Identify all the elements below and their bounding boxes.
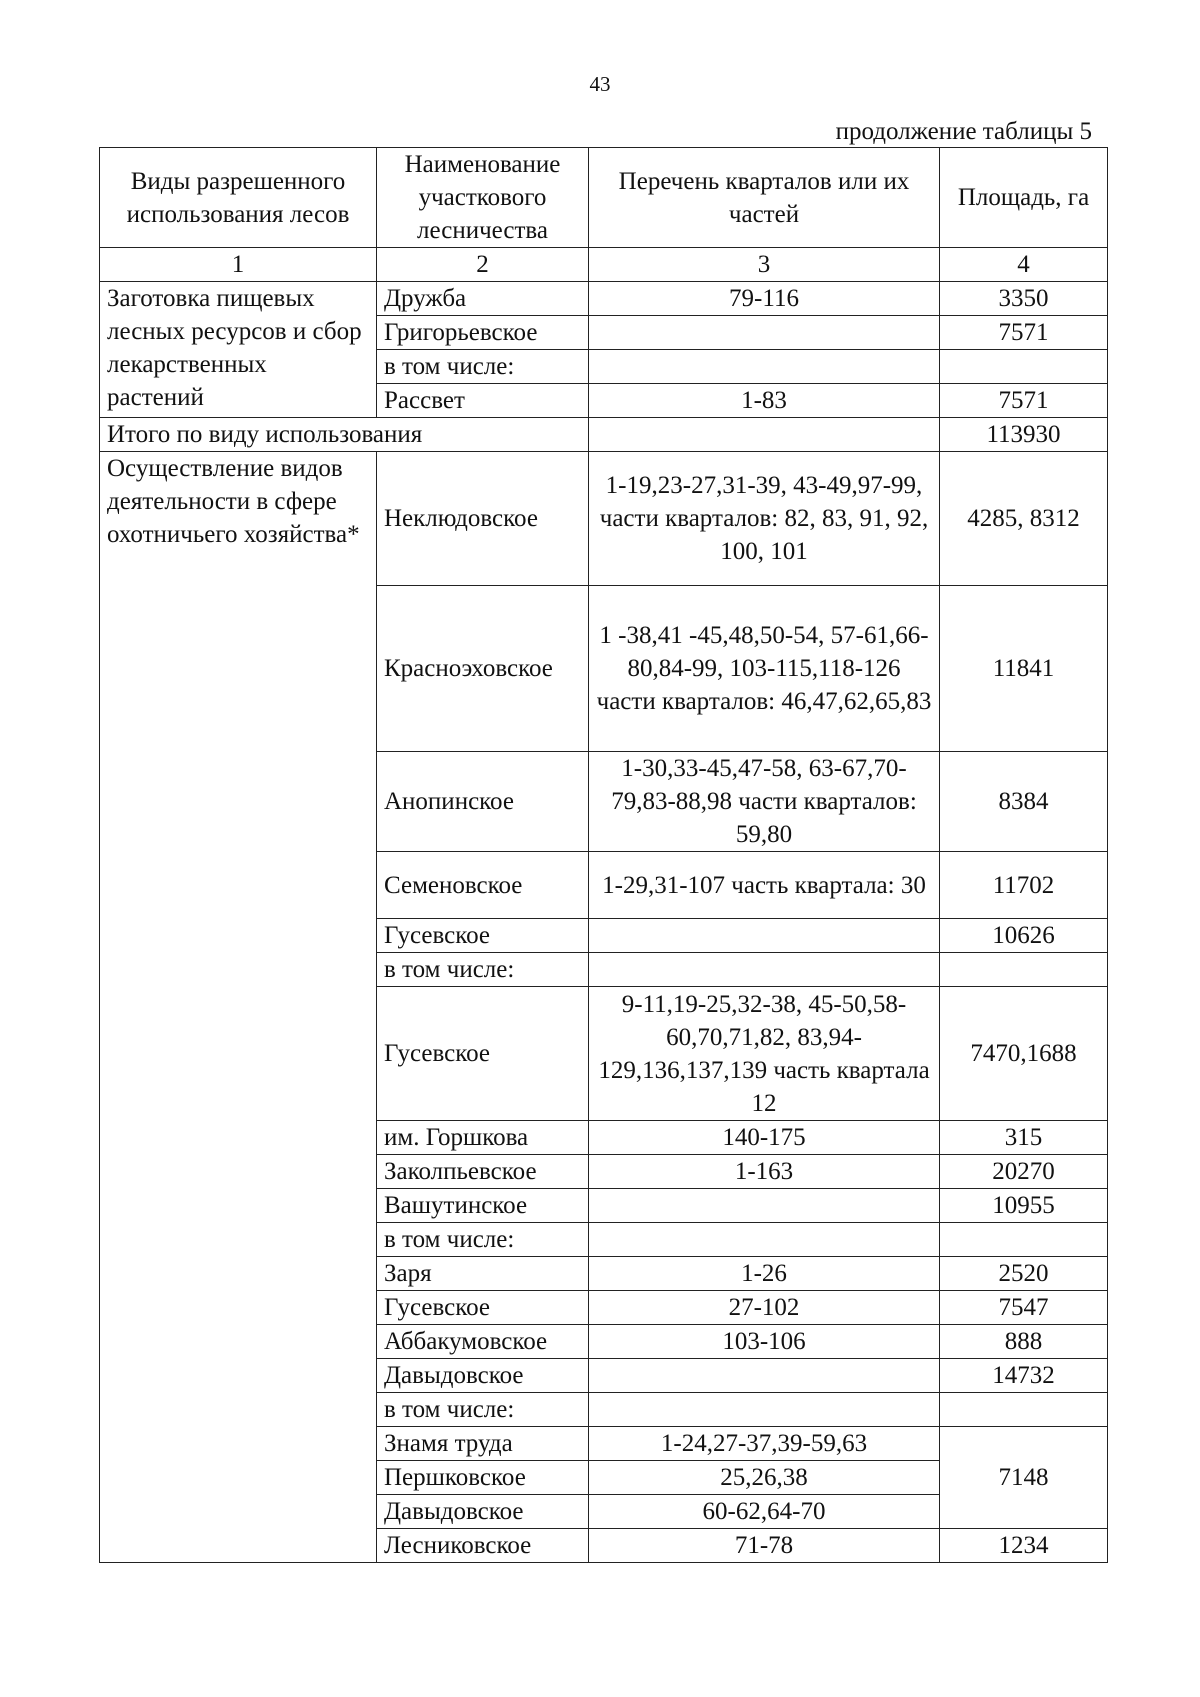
forestry-name: Анопинское [377,752,589,852]
quarters-cell: 71-78 [589,1529,940,1563]
column-number: 1 [100,248,377,282]
quarters-cell: 1-30,33-45,47-58, 63-67,70-79,83-88,98 части кварталов: 59,80 [589,752,940,852]
forestry-name: в том числе: [377,1393,589,1427]
forestry-name: Аббакумовское [377,1325,589,1359]
table-row [100,282,1108,316]
quarters-cell [589,350,940,384]
forestry-name: Вашутинское [377,1189,589,1223]
area-cell: 7571 [940,316,1108,350]
quarters-cell [589,1359,940,1393]
area-cell: 7547 [940,1291,1108,1325]
area-cell: 11841 [940,586,1108,752]
forestry-name: Неклюдовское [377,452,589,586]
use-type-cell: Заготовка пищевых лесных ресурсов и сбор лекарственных растений [100,282,377,418]
forestry-name: Гусевское [377,987,589,1121]
forestry-name: Заря [377,1257,589,1291]
area-cell: 14732 [940,1359,1108,1393]
quarters-cell: 1 -38,41 -45,48,50-54, 57-61,66-80,84-99, 103-115,118-126 части кварталов: 46,47,62,65,83 [589,586,940,752]
area-cell: 888 [940,1325,1108,1359]
forestry-name: им. Горшкова [377,1121,589,1155]
column-number-row [100,248,1108,282]
area-cell [940,953,1108,987]
area-cell: 8384 [940,752,1108,852]
forestry-name: Давыдовское [377,1495,589,1529]
forestry-name: Семеновское [377,852,589,919]
area-cell: 4285, 8312 [940,452,1108,586]
forestry-name: Гусевское [377,1291,589,1325]
header-cell: Площадь, га [940,148,1108,248]
forestry-name: Дружба [377,282,589,316]
area-cell [940,1393,1108,1427]
header-cell: Наименование участкового лесничества [377,148,589,248]
quarters-cell: 1-163 [589,1155,940,1189]
page-number: 43 [589,72,611,96]
forestry-name: Красноэховское [377,586,589,752]
header-cell: Перечень кварталов или их частей [589,148,940,248]
quarters-cell: 27-102 [589,1291,940,1325]
quarters-cell: 1-29,31-107 часть квартала: 30 [589,852,940,919]
area-cell: 1234 [940,1529,1108,1563]
total-row [100,418,1108,452]
table-caption: продолжение таблицы 5 [835,118,1092,145]
quarters-cell [589,1393,940,1427]
quarters-cell [589,919,940,953]
total-label: Итого по виду использования [100,418,589,452]
quarters-cell: 103-106 [589,1325,940,1359]
area-cell: 3350 [940,282,1108,316]
header-cell: Виды разрешенного использования лесов [100,148,377,248]
column-number: 3 [589,248,940,282]
forestry-name: в том числе: [377,350,589,384]
quarters-cell: 1-26 [589,1257,940,1291]
forestry-name: Заколпьевское [377,1155,589,1189]
quarters-cell [589,418,940,452]
quarters-cell [589,1223,940,1257]
quarters-cell: 79-116 [589,282,940,316]
forestry-name: Знамя труда [377,1427,589,1461]
area-cell: 10955 [940,1189,1108,1223]
forestry-name: в том числе: [377,1223,589,1257]
area-cell: 2520 [940,1257,1108,1291]
quarters-cell [589,953,940,987]
area-cell: 20270 [940,1155,1108,1189]
area-cell: 7571 [940,384,1108,418]
quarters-cell: 9-11,19-25,32-38, 45-50,58-60,70,71,82, 83,94-129,136,137,139 часть квартала 12 [589,987,940,1121]
forestry-name: Давыдовское [377,1359,589,1393]
area-cell: 7470,1688 [940,987,1108,1121]
quarters-cell: 25,26,38 [589,1461,940,1495]
quarters-cell: 1-83 [589,384,940,418]
area-cell: 7148 [940,1427,1108,1529]
forestry-name: Гусевское [377,919,589,953]
area-cell: 11702 [940,852,1108,919]
forest-use-table [99,147,1108,1563]
quarters-cell [589,1189,940,1223]
total-area: 113930 [940,418,1108,452]
quarters-cell: 1-24,27-37,39-59,63 [589,1427,940,1461]
quarters-cell: 1-19,23-27,31-39, 43-49,97-99, части кварталов: 82, 83, 91, 92, 100, 101 [589,452,940,586]
forestry-name: Першковское [377,1461,589,1495]
quarters-cell: 60-62,64-70 [589,1495,940,1529]
use-type-cell: Осуществление видов деятельности в сфере охотничьего хозяйства* [100,452,377,1563]
header-row [100,148,1108,248]
area-cell: 10626 [940,919,1108,953]
forestry-name: Лесниковское [377,1529,589,1563]
column-number: 2 [377,248,589,282]
quarters-cell: 140-175 [589,1121,940,1155]
forestry-name: Григорьевское [377,316,589,350]
column-number: 4 [940,248,1108,282]
quarters-cell [589,316,940,350]
area-cell [940,1223,1108,1257]
table-row [100,452,1108,586]
area-cell: 315 [940,1121,1108,1155]
forestry-name: в том числе: [377,953,589,987]
area-cell [940,350,1108,384]
forestry-name: Рассвет [377,384,589,418]
